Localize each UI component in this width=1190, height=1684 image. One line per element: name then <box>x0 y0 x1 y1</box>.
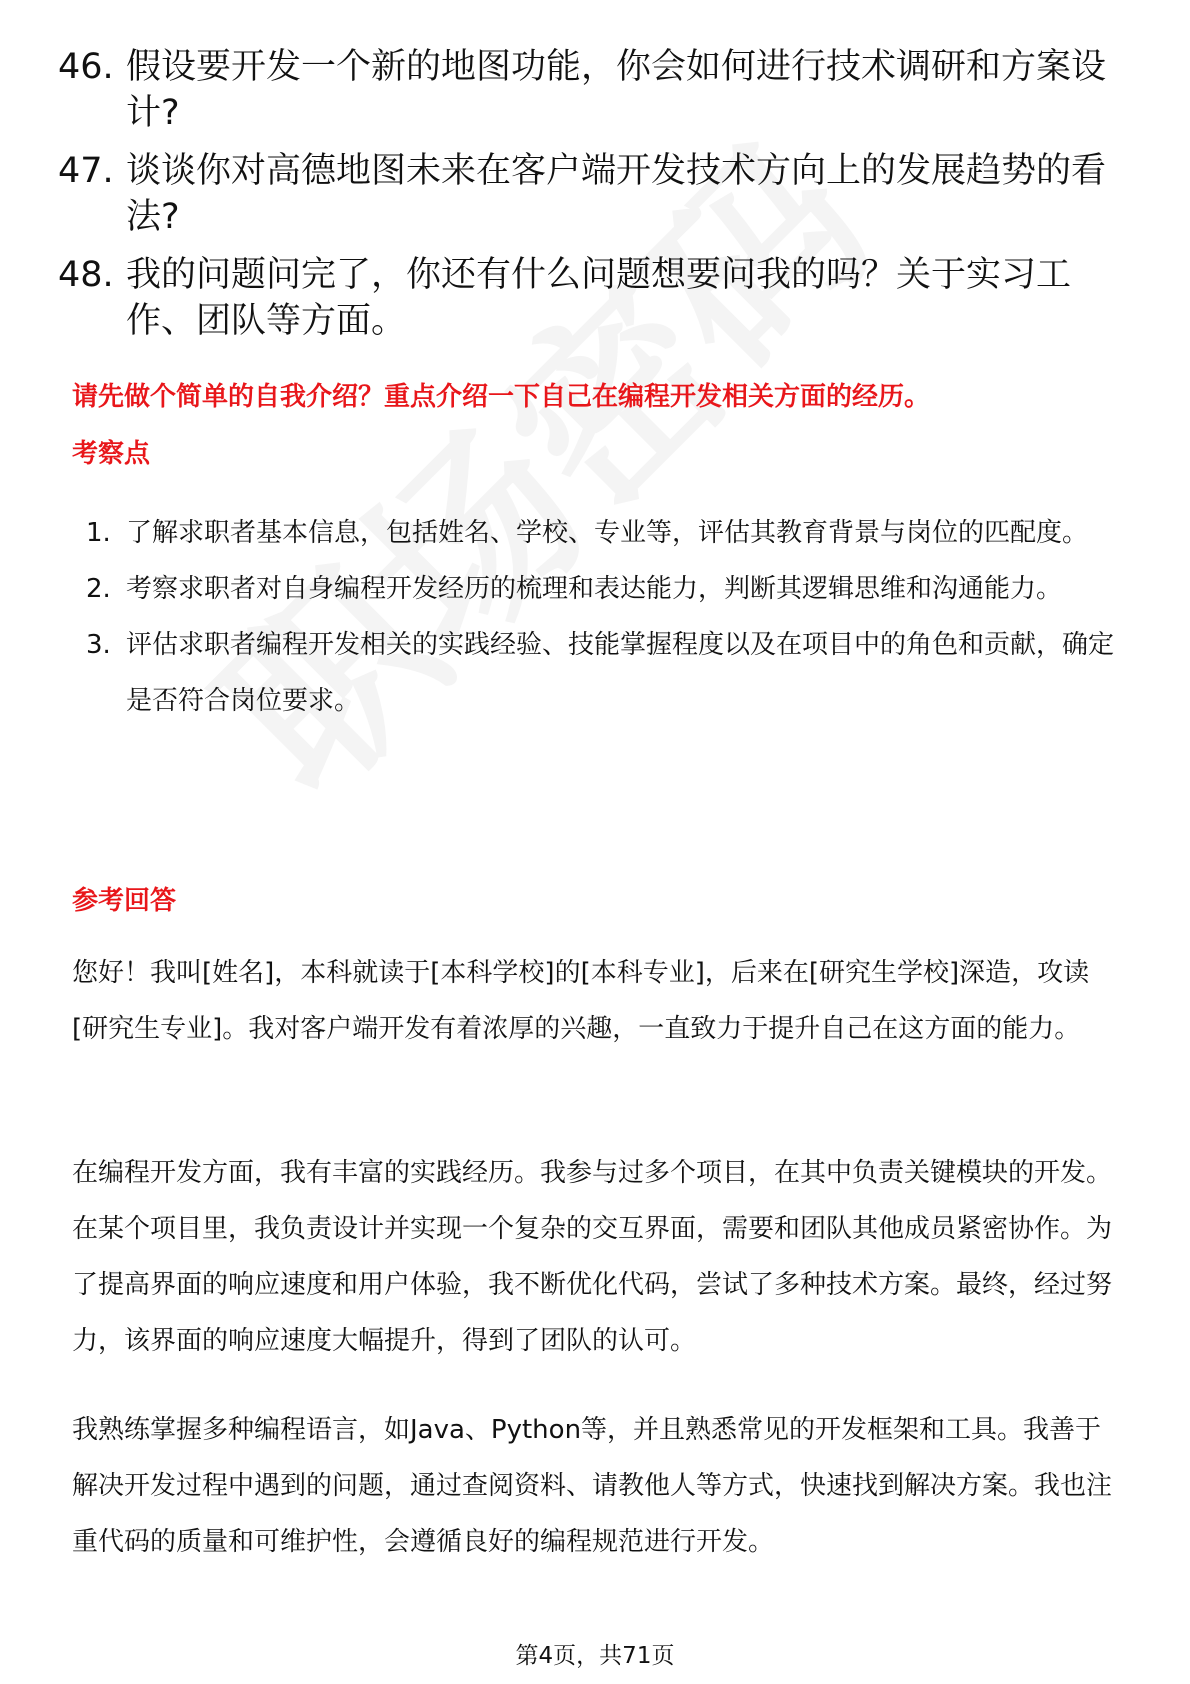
list-item <box>58 44 1138 136</box>
list-item <box>72 617 1122 729</box>
item-number: 3. <box>86 630 111 660</box>
page-footer: 第4页，共71页 <box>515 1643 675 1669</box>
list-item <box>72 505 1122 561</box>
item-text: 评估求职者编程开发相关的实践经验、技能掌握程度以及在项目中的角色和贡献，确定是否符合岗位要求。 <box>126 630 1115 716</box>
answer-paragraph: 在编程开发方面，我有丰富的实践经历。我参与过多个项目，在其中负责关键模块的开发。在某个项目里，我负责设计并实现一个复杂的交互界面，需要和团队其他成员紧密协作。为了提高界面的响应速度和用户体验，我不断优化代码，尝试了多种技术方案。最终，经过努力，该界面的响应速度大幅提升，得到了团队的认可。 <box>72 1158 1113 1356</box>
list-item <box>58 252 1138 344</box>
question-title: 请先做个简单的自我介绍？重点介绍一下自己在编程开发相关方面的经历。 <box>72 382 931 412</box>
item-text: 我的问题问完了，你还有什么问题想要问我的吗？关于实习工作、团队等方面。 <box>126 255 1072 341</box>
item-number: 46. <box>58 47 114 87</box>
item-text: 了解求职者基本信息，包括姓名、学校、专业等，评估其教育背景与岗位的匹配度。 <box>126 518 1089 548</box>
item-number: 47. <box>58 151 114 191</box>
item-text: 假设要开发一个新的地图功能，你会如何进行技术调研和方案设计? <box>126 47 1107 133</box>
list-item <box>58 148 1138 240</box>
item-text: 谈谈你对高德地图未来在客户端开发技术方向上的发展趋势的看法? <box>126 151 1107 237</box>
section-title-answer: 参考回答 <box>72 886 177 916</box>
answer-paragraph: 我熟练掌握多种编程语言，如Java、Python等，并且熟悉常见的开发框架和工具。我善于解决开发过程中遇到的问题，通过查阅资料、请教他人等方式，快速找到解决方案。我也注重代码的质量和可维护性，会遵循良好的编程规范进行开发。 <box>72 1415 1113 1557</box>
answer-paragraph: 您好！我叫[姓名]，本科就读于[本科学校]的[本科专业]，后来在[研究生学校]深造，攻读[研究生专业]。我对客户端开发有着浓厚的兴趣，一直致力于提升自己在这方面的能力。 <box>72 958 1090 1044</box>
top-question-list <box>58 44 1138 356</box>
list-item <box>72 561 1122 617</box>
item-number: 48. <box>58 255 114 295</box>
points-list <box>72 505 1122 729</box>
item-text: 考察求职者对自身编程开发经历的梳理和表达能力，判断其逻辑思维和沟通能力。 <box>126 574 1063 604</box>
item-number: 1. <box>86 518 111 548</box>
section-title-points: 考察点 <box>72 439 151 469</box>
item-number: 2. <box>86 574 111 604</box>
